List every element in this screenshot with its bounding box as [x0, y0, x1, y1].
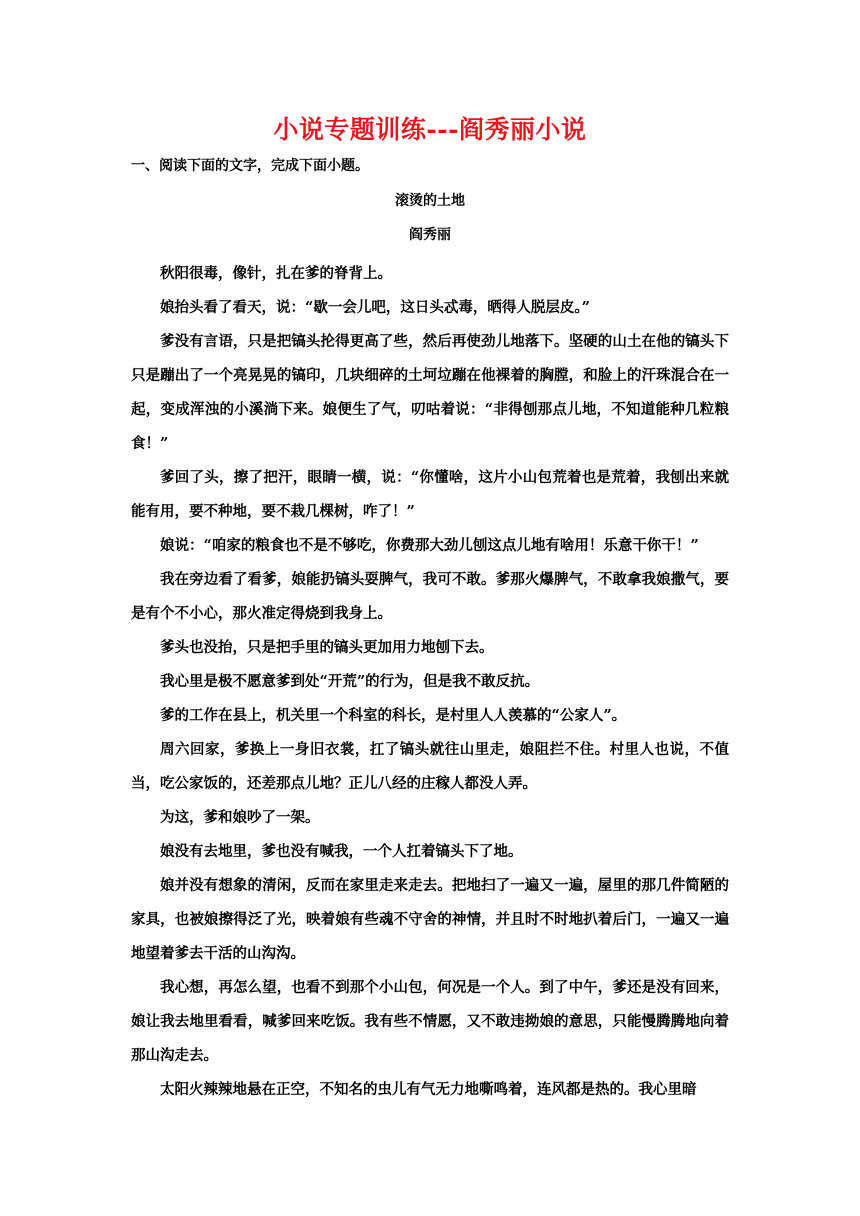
paragraph: 娘并没有想象的清闲，反而在家里走来走去。把地扫了一遍又一遍，屋里的那几件简陋的家具，也被娘擦得泛了光，映着娘有些魂不守舍的神情，并且时不时地扒着后门，一遍又一遍地望着爹去干活的山沟沟。: [131, 877, 729, 962]
paragraph: 爹的工作在县上，机关里一个科室的科长，是村里人人羡慕的“公家人”。: [160, 707, 627, 724]
paragraph: 我心里是极不愿意爹到处“开荒”的行为，但是我不敢反抗。: [160, 673, 540, 690]
paragraph: 娘没有去地里，爹也没有喊我，一个人扛着镐头下了地。: [160, 843, 523, 860]
story-body: [131, 257, 729, 1107]
story-title: 滚烫的土地: [395, 193, 465, 209]
paragraph: 秋阳很毒，像针，扎在爹的脊背上。: [160, 265, 392, 282]
paragraph: 为这，爹和娘吵了一架。: [160, 809, 320, 826]
section-heading: 一、阅读下面的文字，完成下面小题。: [131, 158, 369, 174]
paragraph: 爹回了头，擦了把汗，眼睛一横，说：“你懂啥，这片小山包荒着也是荒着，我刨出来就能有用，要不种地，要不栽几棵树，咋了！”: [131, 469, 729, 520]
paragraph: 娘说：“咱家的粮食也不是不够吃，你费那大劲儿刨这点儿地有啥用！乐意干你干！”: [160, 537, 699, 554]
paragraph: 爹头也没抬，只是把手里的镐头更加用力地刨下去。: [160, 639, 494, 656]
paragraph: 娘抬头看了看天，说：“歇一会儿吧，这日头忒毒，晒得人脱层皮。”: [160, 299, 590, 316]
paragraph: 周六回家，爹换上一身旧衣裳，扛了镐头就往山里走，娘阻拦不住。村里人也说，不值当，吃公家饭的，还差那点儿地？正儿八经的庄稼人都没人弄。: [131, 741, 729, 792]
document-title: 小说专题训练---阎秀丽小说: [273, 115, 587, 144]
paragraph: 我在旁边看了看爹，娘能扔镐头耍脾气，我可不敢。爹那火爆脾气，不敢拿我娘撒气，要是有个不小心，那火准定得烧到我身上。: [131, 571, 729, 622]
paragraph: 爹没有言语，只是把镐头抡得更高了些，然后再使劲儿地落下。坚硬的山土在他的镐头下只是蹦出了一个亮晃晃的镐印，几块细碎的土坷垃蹦在他裸着的胸膛，和脸上的汗珠混合在一起，变成浑浊的小溪淌下来。娘便生了气，叨咕着说：“非得刨那点儿地，不知道能种几粒粮食！”: [131, 333, 729, 452]
story-author: 阎秀丽: [409, 227, 451, 243]
paragraph: 我心想，再怎么望，也看不到那个小山包，何况是一个人。到了中午，爹还是没有回来，娘让我去地里看看，喊爹回来吃饭。我有些不情愿，又不敢违拗娘的意思，只能慢腾腾地向着那山沟走去。: [131, 979, 729, 1064]
paragraph: 太阳火辣辣地悬在正空，不知名的虫儿有气无力地嘶鸣着，连风都是热的。我心里暗: [160, 1081, 697, 1098]
